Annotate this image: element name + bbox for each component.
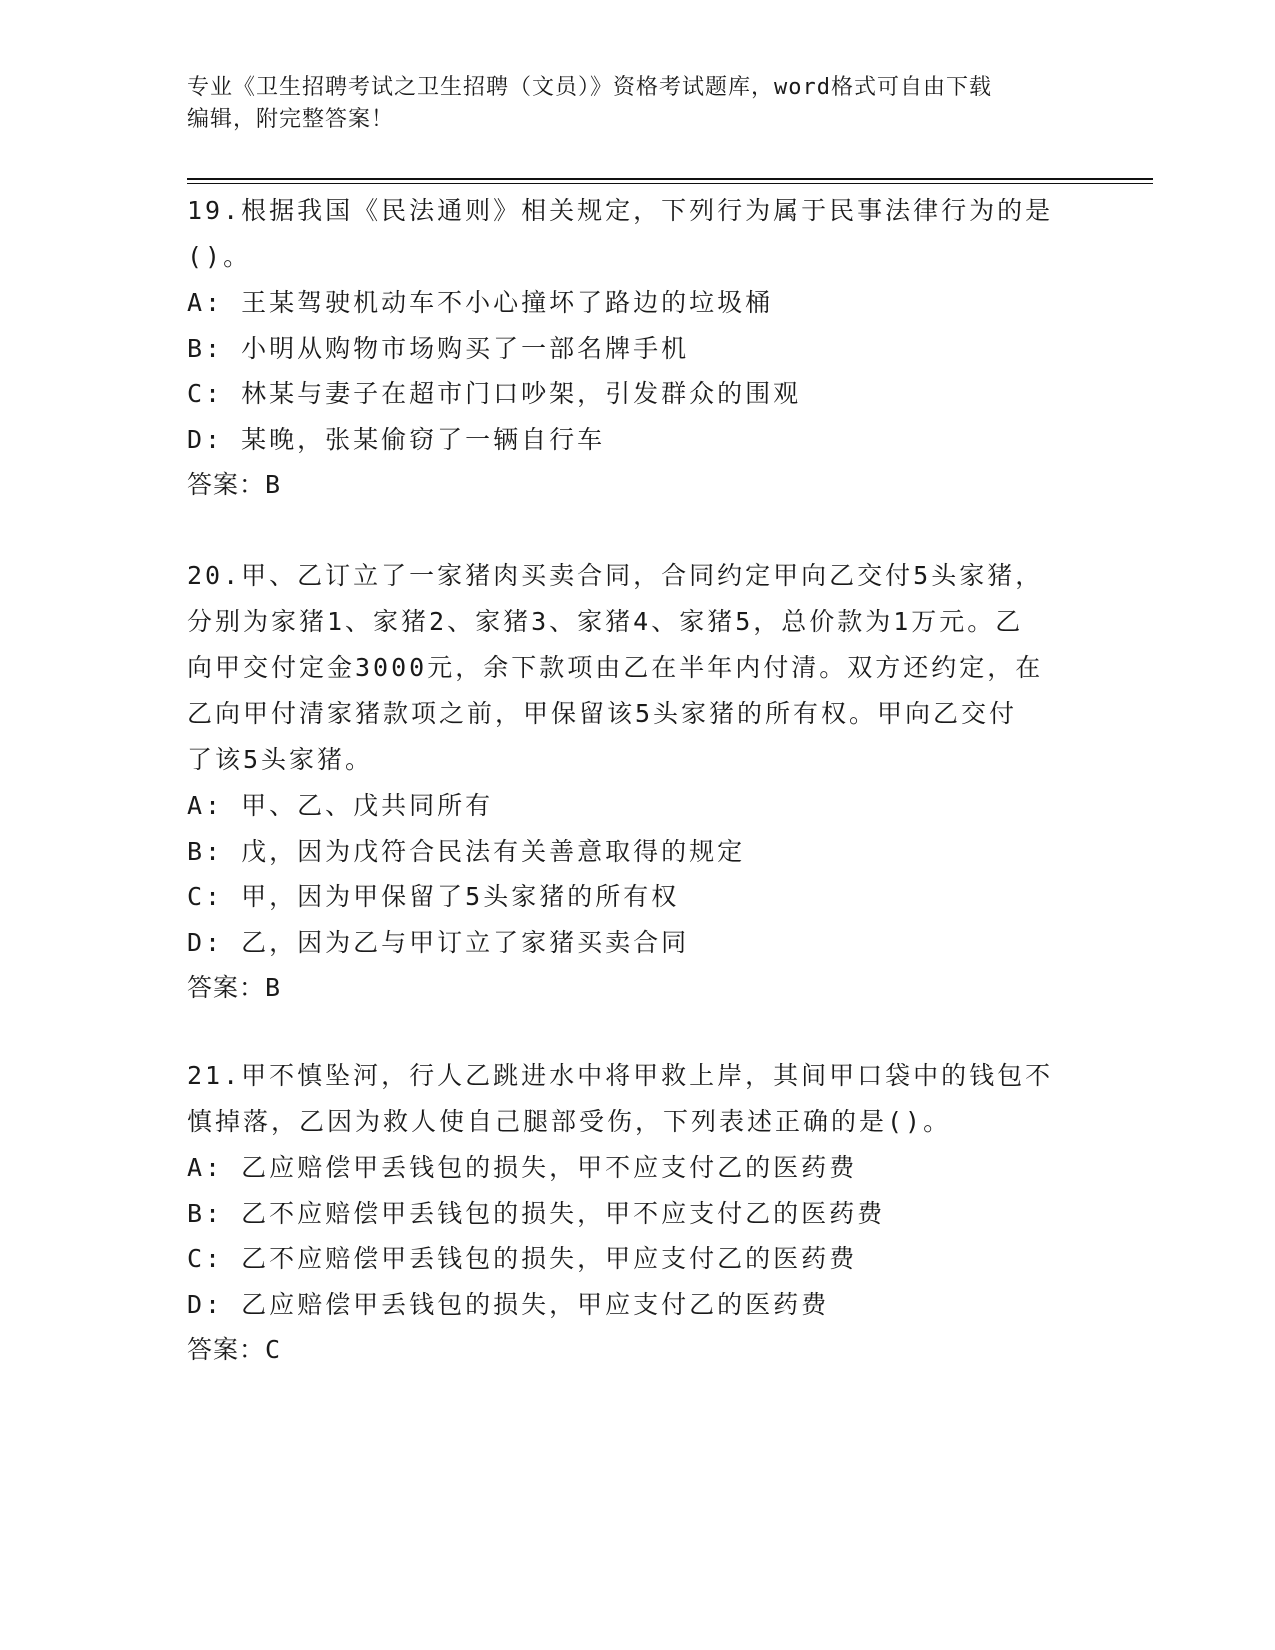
option-c: C: 甲，因为甲保留了5头家猪的所有权 [187,882,680,911]
option-c: C: 林某与妻子在超市门口吵架，引发群众的围观 [187,379,802,408]
question-20 [187,553,1087,1011]
option-c: C: 乙不应赔偿甲丢钱包的损失，甲应支付乙的医药费 [187,1244,858,1273]
question-stem-line: 慎掉落，乙因为救人使自己腿部受伤，下列表述正确的是()。 [187,1107,952,1136]
option-a: A: 甲、乙、戊共同所有 [187,791,494,820]
option-b: B: 戊，因为戊符合民法有关善意取得的规定 [187,836,746,866]
answer-label: 答案： [187,470,266,499]
option-b: B: 小明从购物市场购买了一部名牌手机 [187,333,690,363]
option-d: D: 乙，因为乙与甲订立了家猪买卖合同 [187,927,690,957]
answer-line [187,965,1087,1011]
question-stem-line: 乙向甲付清家猪款项之前，甲保留该5头家猪的所有权。甲向乙交付 [187,699,1018,728]
question-stem-line: 向甲交付定金3000元，余下款项由乙在半年内付清。双方还约定，在 [187,653,1044,682]
answer-label: 答案： [187,1335,266,1364]
question-stem-line: ()。 [187,242,252,271]
answer-label: 答案： [187,973,266,1002]
question-stem-line: 20.甲、乙订立了一家猪肉买卖合同，合同约定甲向乙交付5头家猪， [187,561,1044,590]
option-d: D: 乙应赔偿甲丢钱包的损失，甲应支付乙的医药费 [187,1289,830,1319]
question-stem-line: 了该5头家猪。 [187,745,374,774]
answer-line [187,1327,1087,1373]
question-21 [187,1053,1087,1373]
header-divider-thin [187,183,1153,184]
option-b: B: 乙不应赔偿甲丢钱包的损失，甲不应支付乙的医药费 [187,1198,886,1228]
question-stem-line: 分别为家猪1、家猪2、家猪3、家猪4、家猪5，总价款为1万元。乙 [187,607,1024,636]
option-d: D: 某晚，张某偷窃了一辆自行车 [187,424,606,454]
header-divider-thick [187,178,1153,180]
option-a: A: 王某驾驶机动车不小心撞坏了路边的垃圾桶 [187,288,774,317]
question-19 [187,188,1087,508]
question-stem-line: 19.根据我国《民法通则》相关规定，下列行为属于民事法律行为的是 [187,196,1054,225]
option-a: A: 乙应赔偿甲丢钱包的损失，甲不应支付乙的医药费 [187,1153,858,1182]
question-stem-line: 21.甲不慎坠河，行人乙跳进水中将甲救上岸，其间甲口袋中的钱包不 [187,1061,1054,1090]
answer-line [187,462,1087,508]
answer-value: B [265,973,282,1002]
document-header [187,72,1087,136]
answer-value: C [265,1335,282,1364]
header-line-1: 专业《卫生招聘考试之卫生招聘（文员）》资格考试题库，word格式可自由下载 [187,75,992,100]
header-line-2: 编辑，附完整答案！ [187,107,395,132]
answer-value: B [265,470,282,499]
